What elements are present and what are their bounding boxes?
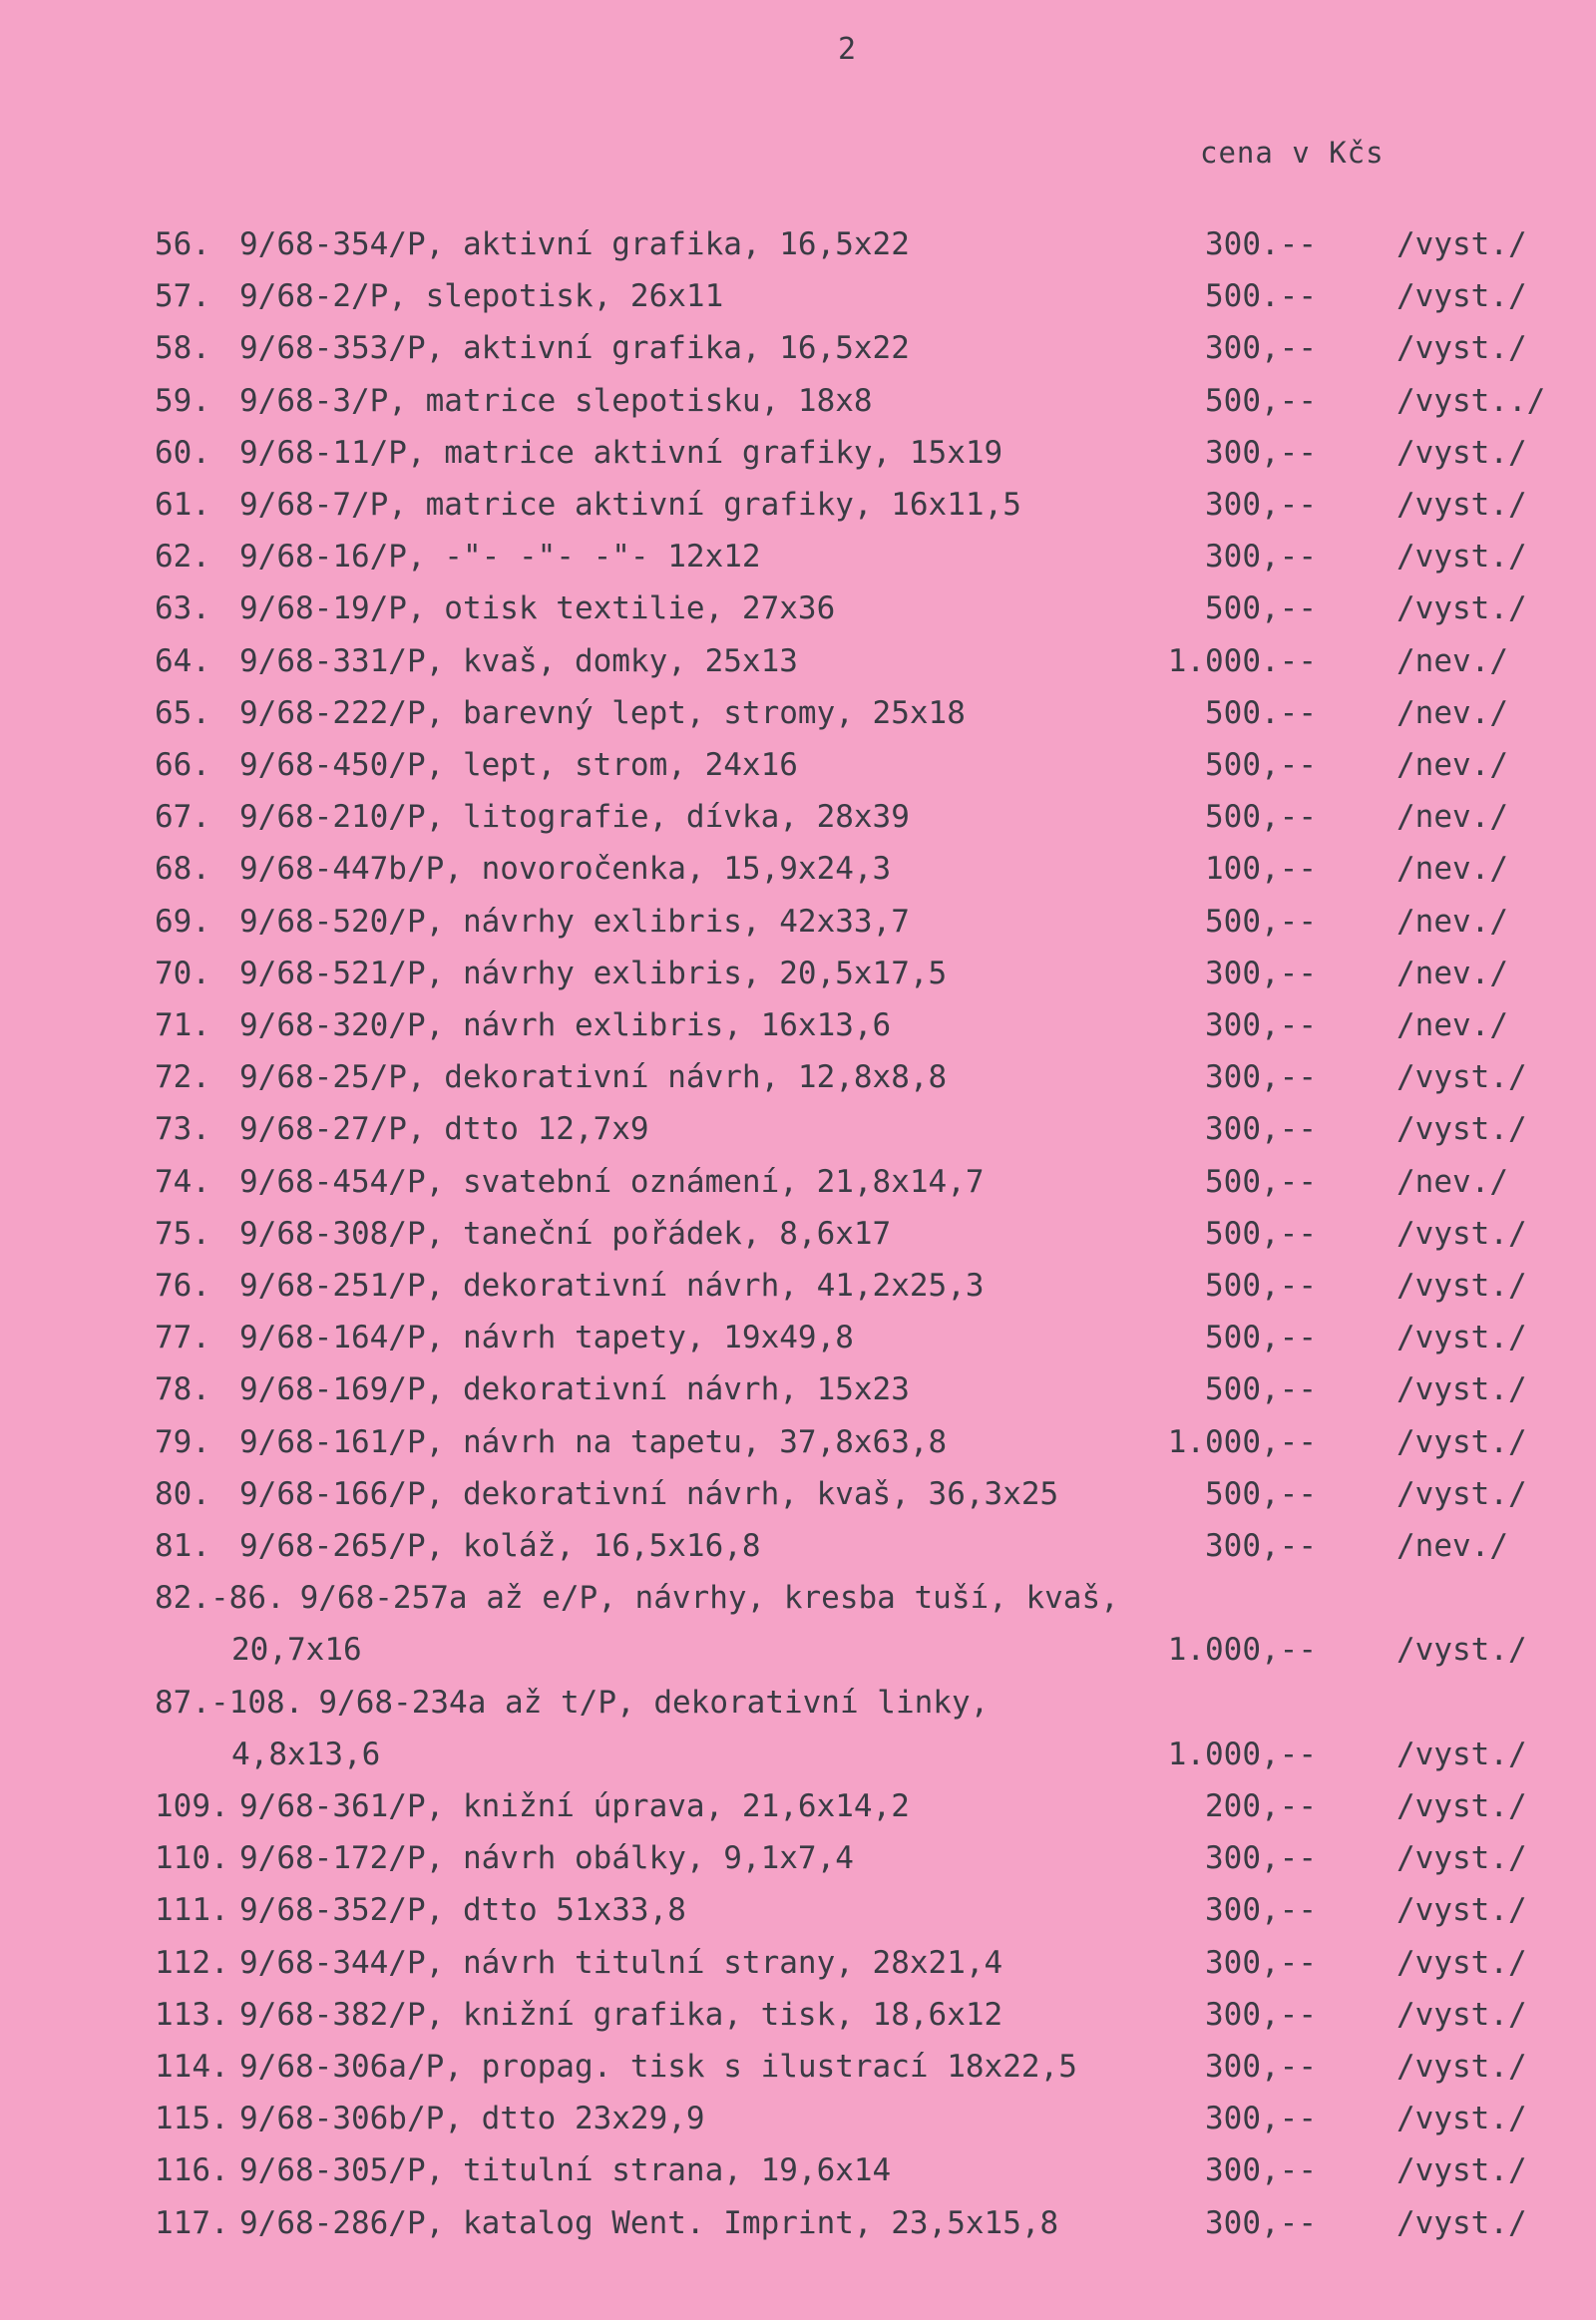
item-status: /vyst./ (1396, 1111, 1527, 1148)
item-status: /nev./ (1396, 799, 1508, 836)
item-description: 9/68-16/P, -"- -"- -"- 12x12 (239, 539, 761, 576)
page-number: 2 (838, 32, 858, 67)
item-description: 9/68-520/P, návrhy exlibris, 42x33,7 (239, 903, 910, 940)
item-price: 1.000,-- (1167, 1736, 1317, 1772)
item-number: 74. (155, 1163, 210, 1200)
item-number: 76. (155, 1268, 210, 1304)
list-item (0, 2042, 1596, 2092)
list-item (0, 1052, 1596, 1102)
list-item (0, 1730, 1596, 1779)
item-status: /vyst./ (1396, 590, 1527, 627)
list-item (0, 2145, 1596, 2195)
item-status: /nev./ (1396, 955, 1508, 991)
item-description: 9/68-306a/P, propag. tisk s ilustrací 18x22,5 (239, 2049, 1077, 2085)
item-status: /vyst./ (1396, 2049, 1527, 2085)
item-number: 113. (155, 1996, 229, 2033)
item-description: 9/68-344/P, návrh titulní strany, 28x21,4 (239, 1944, 1003, 1981)
list-item (0, 1678, 1596, 1728)
item-price: 500.-- (1205, 278, 1317, 315)
item-status: /vyst./ (1396, 1944, 1527, 1981)
item-description: 9/68-2/P, slepotisk, 26x11 (239, 278, 724, 315)
item-description: 9/68-306b/P, dtto 23x29,9 (239, 2101, 705, 2137)
item-price: 500,-- (1205, 1268, 1317, 1304)
item-price: 300,-- (1205, 1840, 1317, 1877)
list-item (0, 271, 1596, 321)
item-status: /nev./ (1396, 1528, 1508, 1564)
list-item (0, 636, 1596, 686)
item-description: 4,8x13,6 (231, 1736, 381, 1772)
item-number: 75. (155, 1215, 210, 1252)
item-number: 112. (155, 1944, 229, 1981)
list-item (0, 1573, 1596, 1623)
item-number: 81. (155, 1528, 210, 1564)
list-item (0, 532, 1596, 581)
list-item (0, 844, 1596, 894)
item-price: 100,-- (1205, 851, 1317, 888)
item-number: 62. (155, 539, 210, 576)
item-number: 71. (155, 1007, 210, 1043)
item-price: 300,-- (1205, 1111, 1317, 1148)
item-price: 300,-- (1205, 2101, 1317, 2137)
item-status: /vyst./ (1396, 1892, 1527, 1929)
item-status: /nev./ (1396, 903, 1508, 940)
item-status: /vyst./ (1396, 1371, 1527, 1408)
list-item (0, 1938, 1596, 1988)
item-price: 300,-- (1205, 330, 1317, 367)
item-price: 200,-- (1205, 1788, 1317, 1824)
item-price: 500,-- (1205, 1371, 1317, 1408)
price-column-header: cena v Kčs (1200, 136, 1385, 170)
item-description: 9/68-454/P, svatební oznámení, 21,8x14,7 (239, 1163, 985, 1200)
item-status: /vyst./ (1396, 226, 1527, 262)
item-price: 300,-- (1205, 2049, 1317, 2085)
item-status: /vyst./ (1396, 1632, 1527, 1669)
item-status: /nev./ (1396, 1163, 1508, 1200)
item-price: 300,-- (1205, 539, 1317, 576)
item-status: /vyst./ (1396, 1423, 1527, 1460)
item-description: 9/68-222/P, barevný lept, stromy, 25x18 (239, 694, 966, 731)
item-number: 80. (155, 1475, 210, 1512)
list-item (0, 1417, 1596, 1467)
item-description: 9/68-164/P, návrh tapety, 19x49,8 (239, 1320, 854, 1356)
list-item (0, 219, 1596, 269)
list-item (0, 1157, 1596, 1207)
item-description: 9/68-169/P, dekorativní návrh, 15x23 (239, 1371, 910, 1408)
list-item (0, 480, 1596, 530)
item-price: 500,-- (1205, 382, 1317, 419)
item-number: 79. (155, 1423, 210, 1460)
item-description: 9/68-161/P, návrh na tapetu, 37,8x63,8 (239, 1423, 948, 1460)
item-status: /vyst./ (1396, 434, 1527, 471)
item-status: /vyst./ (1396, 1840, 1527, 1877)
item-number: 110. (155, 1840, 229, 1877)
item-status: /vyst./ (1396, 2204, 1527, 2241)
list-item (0, 1104, 1596, 1154)
item-number: 68. (155, 851, 210, 888)
item-price: 300,-- (1205, 1007, 1317, 1043)
item-status: /vyst./ (1396, 1320, 1527, 1356)
item-number: 66. (155, 747, 210, 783)
item-number: 56. (155, 226, 210, 262)
item-description: 9/68-361/P, knižní úprava, 21,6x14,2 (239, 1788, 910, 1824)
item-description: 9/68-251/P, dekorativní návrh, 41,2x25,3 (239, 1268, 985, 1304)
item-description: 9/68-257a až e/P, návrhy, kresba tuší, kvaš, (299, 1580, 1119, 1617)
item-status: /vyst./ (1396, 1215, 1527, 1252)
list-item (0, 428, 1596, 478)
item-status: /vyst./ (1396, 487, 1527, 523)
list-item (0, 1313, 1596, 1362)
list-item (0, 1833, 1596, 1883)
item-number: 60. (155, 434, 210, 471)
item-number: 63. (155, 590, 210, 627)
item-status: /vyst./ (1396, 278, 1527, 315)
item-status: /vyst./ (1396, 539, 1527, 576)
list-item (0, 949, 1596, 998)
item-number: 61. (155, 487, 210, 523)
item-description: 9/68-354/P, aktivní grafika, 16,5x22 (239, 226, 910, 262)
list-item (0, 740, 1596, 790)
item-status: /vyst./ (1396, 2101, 1527, 2137)
item-price: 1.000,-- (1167, 1632, 1317, 1669)
item-number: 78. (155, 1371, 210, 1408)
item-number: 65. (155, 694, 210, 731)
item-status: /vyst./ (1396, 1059, 1527, 1096)
item-description: 9/68-308/P, taneční pořádek, 8,6x17 (239, 1215, 892, 1252)
list-item (0, 1261, 1596, 1311)
item-status: /vyst../ (1396, 382, 1546, 419)
item-description: 9/68-166/P, dekorativní návrh, kvaš, 36,3x25 (239, 1475, 1059, 1512)
list-item (0, 1000, 1596, 1050)
item-price: 500,-- (1205, 590, 1317, 627)
item-description: 9/68-265/P, koláž, 16,5x16,8 (239, 1528, 761, 1564)
item-number: 70. (155, 955, 210, 991)
item-number: 111. (155, 1892, 229, 1929)
item-description: 9/68-521/P, návrhy exlibris, 20,5x17,5 (239, 955, 948, 991)
item-description: 9/68-27/P, dtto 12,7x9 (239, 1111, 649, 1148)
item-status: /nev./ (1396, 747, 1508, 783)
item-description: 9/68-7/P, matrice aktivní grafiky, 16x11,5 (239, 487, 1021, 523)
item-price: 1.000.-- (1167, 642, 1317, 679)
item-status: /vyst./ (1396, 1268, 1527, 1304)
item-price: 300,-- (1205, 1996, 1317, 2033)
item-price: 500,-- (1205, 747, 1317, 783)
item-description: 9/68-19/P, otisk textilie, 27x36 (239, 590, 836, 627)
item-number: 82.-86. (155, 1580, 285, 1617)
item-description: 20,7x16 (231, 1632, 362, 1669)
item-description: 9/68-353/P, aktivní grafika, 16,5x22 (239, 330, 910, 367)
item-price: 1.000,-- (1167, 1423, 1317, 1460)
list-item (0, 1990, 1596, 2040)
item-price: 500,-- (1205, 1475, 1317, 1512)
item-status: /nev./ (1396, 851, 1508, 888)
item-price: 500,-- (1205, 1163, 1317, 1200)
item-status: /vyst./ (1396, 1475, 1527, 1512)
item-number: 87.-108. (155, 1684, 304, 1721)
list-item (0, 1469, 1596, 1519)
item-description: 9/68-447b/P, novoročenka, 15,9x24,3 (239, 851, 892, 888)
item-price: 300,-- (1205, 434, 1317, 471)
item-description: 9/68-352/P, dtto 51x33,8 (239, 1892, 686, 1929)
list-item (0, 2198, 1596, 2248)
item-description: 9/68-305/P, titulní strana, 19,6x14 (239, 2152, 892, 2189)
item-price: 300,-- (1205, 1528, 1317, 1564)
item-description: 9/68-210/P, litografie, dívka, 28x39 (239, 799, 910, 836)
list-item (0, 792, 1596, 842)
item-price: 500,-- (1205, 903, 1317, 940)
item-price: 500,-- (1205, 1215, 1317, 1252)
item-description: 9/68-331/P, kvaš, domky, 25x13 (239, 642, 798, 679)
list-item (0, 688, 1596, 738)
item-number: 116. (155, 2152, 229, 2189)
list-item (0, 1364, 1596, 1414)
list-item (0, 2094, 1596, 2143)
item-description: 9/68-286/P, katalog Went. Imprint, 23,5x15,8 (239, 2204, 1059, 2241)
item-number: 77. (155, 1320, 210, 1356)
list-item (0, 1625, 1596, 1675)
item-status: /vyst./ (1396, 1788, 1527, 1824)
item-price: 300,-- (1205, 2204, 1317, 2241)
item-price: 500,-- (1205, 1320, 1317, 1356)
item-number: 64. (155, 642, 210, 679)
item-description: 9/68-172/P, návrh obálky, 9,1x7,4 (239, 1840, 854, 1877)
item-description: 9/68-3/P, matrice slepotisku, 18x8 (239, 382, 873, 419)
item-description: 9/68-382/P, knižní grafika, tisk, 18,6x12 (239, 1996, 1003, 2033)
item-description: 9/68-320/P, návrh exlibris, 16x13,6 (239, 1007, 892, 1043)
list-item (0, 1209, 1596, 1259)
item-number: 67. (155, 799, 210, 836)
item-description: 9/68-25/P, dekorativní návrh, 12,8x8,8 (239, 1059, 948, 1096)
item-price: 300,-- (1205, 487, 1317, 523)
item-price: 500.-- (1205, 694, 1317, 731)
item-number: 109. (155, 1788, 229, 1824)
list-item (0, 1521, 1596, 1571)
item-number: 115. (155, 2101, 229, 2137)
item-status: /vyst./ (1396, 2152, 1527, 2189)
item-price: 300,-- (1205, 1944, 1317, 1981)
list-item (0, 1885, 1596, 1935)
item-price: 300,-- (1205, 955, 1317, 991)
item-price: 300.-- (1205, 226, 1317, 262)
item-number: 58. (155, 330, 210, 367)
list-item (0, 897, 1596, 947)
item-number: 117. (155, 2204, 229, 2241)
item-description: 9/68-234a až t/P, dekorativní linky, (318, 1684, 990, 1721)
item-description: 9/68-11/P, matrice aktivní grafiky, 15x19 (239, 434, 1003, 471)
item-number: 57. (155, 278, 210, 315)
item-price: 500,-- (1205, 799, 1317, 836)
item-status: /vyst./ (1396, 1996, 1527, 2033)
item-number: 69. (155, 903, 210, 940)
item-price: 300,-- (1205, 1892, 1317, 1929)
item-status: /nev./ (1396, 694, 1508, 731)
list-item (0, 376, 1596, 426)
list-item (0, 323, 1596, 373)
list-item (0, 1781, 1596, 1831)
item-number: 73. (155, 1111, 210, 1148)
item-price: 300,-- (1205, 1059, 1317, 1096)
item-number: 72. (155, 1059, 210, 1096)
item-status: /vyst./ (1396, 1736, 1527, 1772)
item-number: 59. (155, 382, 210, 419)
item-status: /vyst./ (1396, 330, 1527, 367)
list-item (0, 583, 1596, 633)
item-description: 9/68-450/P, lept, strom, 24x16 (239, 747, 798, 783)
item-price: 300,-- (1205, 2152, 1317, 2189)
item-status: /nev./ (1396, 642, 1508, 679)
item-number: 114. (155, 2049, 229, 2085)
item-status: /nev./ (1396, 1007, 1508, 1043)
